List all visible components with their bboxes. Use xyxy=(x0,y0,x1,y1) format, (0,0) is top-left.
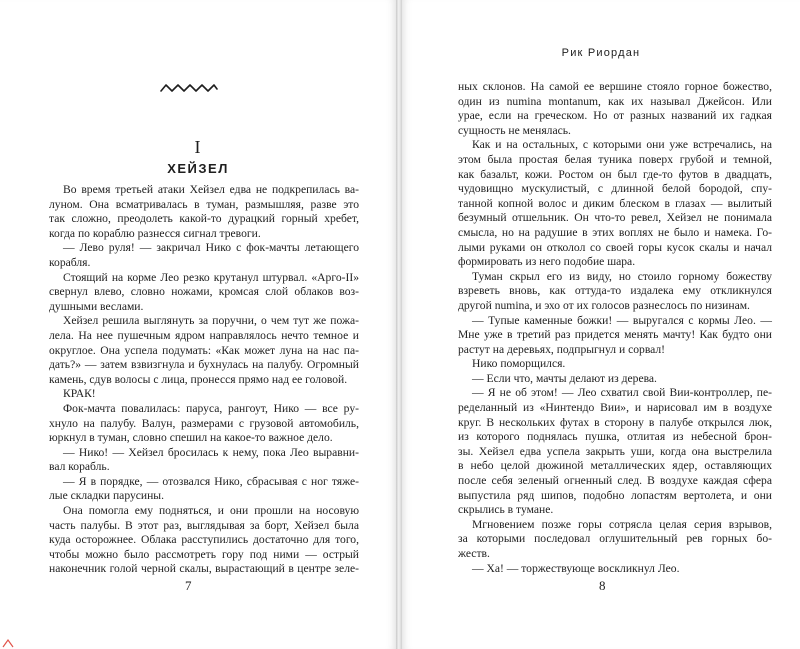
left-page-body xyxy=(49,183,359,577)
text-line: за которыми последовал оглушительный рев горных бо- xyxy=(458,532,772,546)
text-line: дать?» — затем взвизгнула и бухнулась на палубу. Огромный xyxy=(49,358,359,372)
text-line: из которого поднялась пушка, отлитая из небесной брон- xyxy=(458,430,772,444)
text-line: — Если что, мачты делают из дерева. xyxy=(472,371,657,385)
text-line: вал корабль. xyxy=(49,460,110,474)
text-line: сущность не менялась. xyxy=(458,123,571,137)
text-line: — Ха! — торжествующе воскликнул Лео. xyxy=(472,561,680,575)
red-corner-mark-icon xyxy=(1,634,15,648)
text-line: лыми руками он отколол со своей горы кусок скалы и начал xyxy=(458,240,772,254)
text-line: куда осторожнее. Облака расступились достаточно для того, xyxy=(49,533,359,547)
text-line: чтобы можно было рассмотреть гору под ними — острый xyxy=(49,547,359,561)
text-line: безумный отшельник. Он что-то ревел, Хейзел не понимала xyxy=(458,211,772,225)
text-line: как базальт, кожи. Ростом он был где-то футов в двадцать, xyxy=(458,167,772,181)
text-line: Туман скрыл его из виду, но стоило горному божеству xyxy=(472,269,772,283)
text-line: часть палубы. В этот раз, выглядывая за борт, Хейзел была xyxy=(49,518,359,532)
text-line: Хейзел решила выглянуть за поручни, о чем тут же пожа- xyxy=(63,314,359,328)
chapter-number: I xyxy=(194,137,202,157)
text-line: танной копной волос и диким блеском в глазах — вылитый xyxy=(458,196,772,210)
text-line: Мне уже в третий раз придется менять мачту! Как будто они xyxy=(458,328,772,342)
text-line: в небо целой дюжиной металлических ядер, оставляющих xyxy=(458,459,772,473)
text-line: выпустила ряд шипов, подобно лопастям вертолета, и они xyxy=(458,488,772,502)
text-line: жеств. xyxy=(458,547,490,560)
right-page-body xyxy=(458,80,772,576)
text-line: урае, если на греческом. Но от разных названий их гадкая xyxy=(458,109,772,123)
text-line: Нико поморщился. xyxy=(472,357,566,371)
text-line: луном. Она всматривалась в туман, размышляя, разве это xyxy=(49,197,359,211)
text-line: этом была простая белая туника поверх грубой и темной, xyxy=(458,152,772,166)
text-line: так сложно, преодолеть какой-то дурацкий горный хребет, xyxy=(49,212,359,226)
text-line: после себя зеленый огненный след. В воздухе каждая сфера xyxy=(458,474,772,488)
text-line: — Я в порядке, — отозвался Нико, сбрасывая с ног тяже- xyxy=(63,474,359,488)
text-line: лела. На нее пушечным ядром направлялось нечто темное и xyxy=(49,328,359,342)
text-line: душными веслами. xyxy=(49,299,144,313)
running-head: Рик Риордан xyxy=(561,47,641,59)
right-page xyxy=(402,0,800,649)
text-line: юркнул в туман, словно спешил на какое-то важное дело. xyxy=(49,431,333,445)
text-line: ределанный из «Нинтендо Вии», и нарисовал им в воздухе xyxy=(458,401,772,415)
page-number-right: 8 xyxy=(599,578,606,593)
text-line: — Тупые каменные божки! — выругался с кормы Лео. — xyxy=(472,313,772,327)
text-line: свернул влево, словно ножами, кромсая слой облаков воз- xyxy=(49,285,359,299)
text-line: хнуло на палубу. Валун, размерами с грузовой автомобиль, xyxy=(49,416,359,430)
text-line: Как и на остальных, с которыми они уже встречались, на xyxy=(472,138,772,152)
text-line: чудовищно мускулистый, с длинной белой бородой, спу- xyxy=(458,182,772,196)
text-line: взреветь вновь, как оттуда-то издалека ему откликнулся xyxy=(458,284,772,298)
left-page xyxy=(0,0,396,649)
text-line: Мгновением позже горы сотрясла целая серия взрывов, xyxy=(472,517,772,531)
text-line: Стоящий на корме Лео резко крутанул штурвал. «Арго-II» xyxy=(63,270,359,284)
text-line: лые складки парусины. xyxy=(49,489,164,503)
text-line: — Я не об этом! — Лео схватил свой Вии-контроллер, пе- xyxy=(472,386,772,400)
text-line: скрылись в тумане. xyxy=(458,503,554,517)
text-line: смысла, но на радушие в этих воплях не было и намека. Го- xyxy=(458,225,772,239)
text-line: Фок-мачта повалилась: паруса, рангоут, Нико — все ру- xyxy=(63,401,359,415)
page-number-left: 7 xyxy=(185,578,192,593)
text-line: камень, сдув волосы с лица, пронесся прямо над ее головой. xyxy=(49,372,348,386)
chapter-title: ХЕЙЗЕЛ xyxy=(167,161,229,176)
text-line: Она помогла ему подняться, и они прошли на носовую xyxy=(63,504,359,518)
text-line: наконечник голой черной скалы, вырастающий в центре зеле- xyxy=(49,562,359,576)
text-line: ных склонов. На самой ее вершине стояло горное божество, xyxy=(458,80,772,93)
text-line: когда по кораблю разнесся сигнал тревоги. xyxy=(49,226,261,240)
text-line: корабля. xyxy=(49,255,91,269)
text-line: формировать из него подобие шара. xyxy=(458,255,636,269)
text-line: — Нико! — Хейзел бросилась к нему, пока Лео выравни- xyxy=(63,445,359,459)
text-line: — Лево руля! — закричал Нико с фок-мачты летающего xyxy=(63,241,359,255)
text-line: зы. Хейзел едва успела закрыть уши, когда она выстрелила xyxy=(458,444,772,458)
text-line: Во время третьей атаки Хейзел едва не подкрепилась ва- xyxy=(63,183,359,196)
text-line: другой numina, и эхо от их голосов разнеслось по низинам. xyxy=(458,298,750,312)
text-line: растут на деревьях, подпрыгнул и сорвал! xyxy=(458,342,666,356)
text-line: КРАК! xyxy=(63,387,96,401)
text-line: округлое. Она успела подумать: «Как может луна на нас па- xyxy=(49,343,359,357)
text-line: круг. В нескольких футах в сторону в палубе открылся люк, xyxy=(458,415,772,429)
zigzag-ornament-icon xyxy=(160,80,218,96)
text-line: один из numina montanum, как их называл Джейсон. Или xyxy=(458,94,772,108)
